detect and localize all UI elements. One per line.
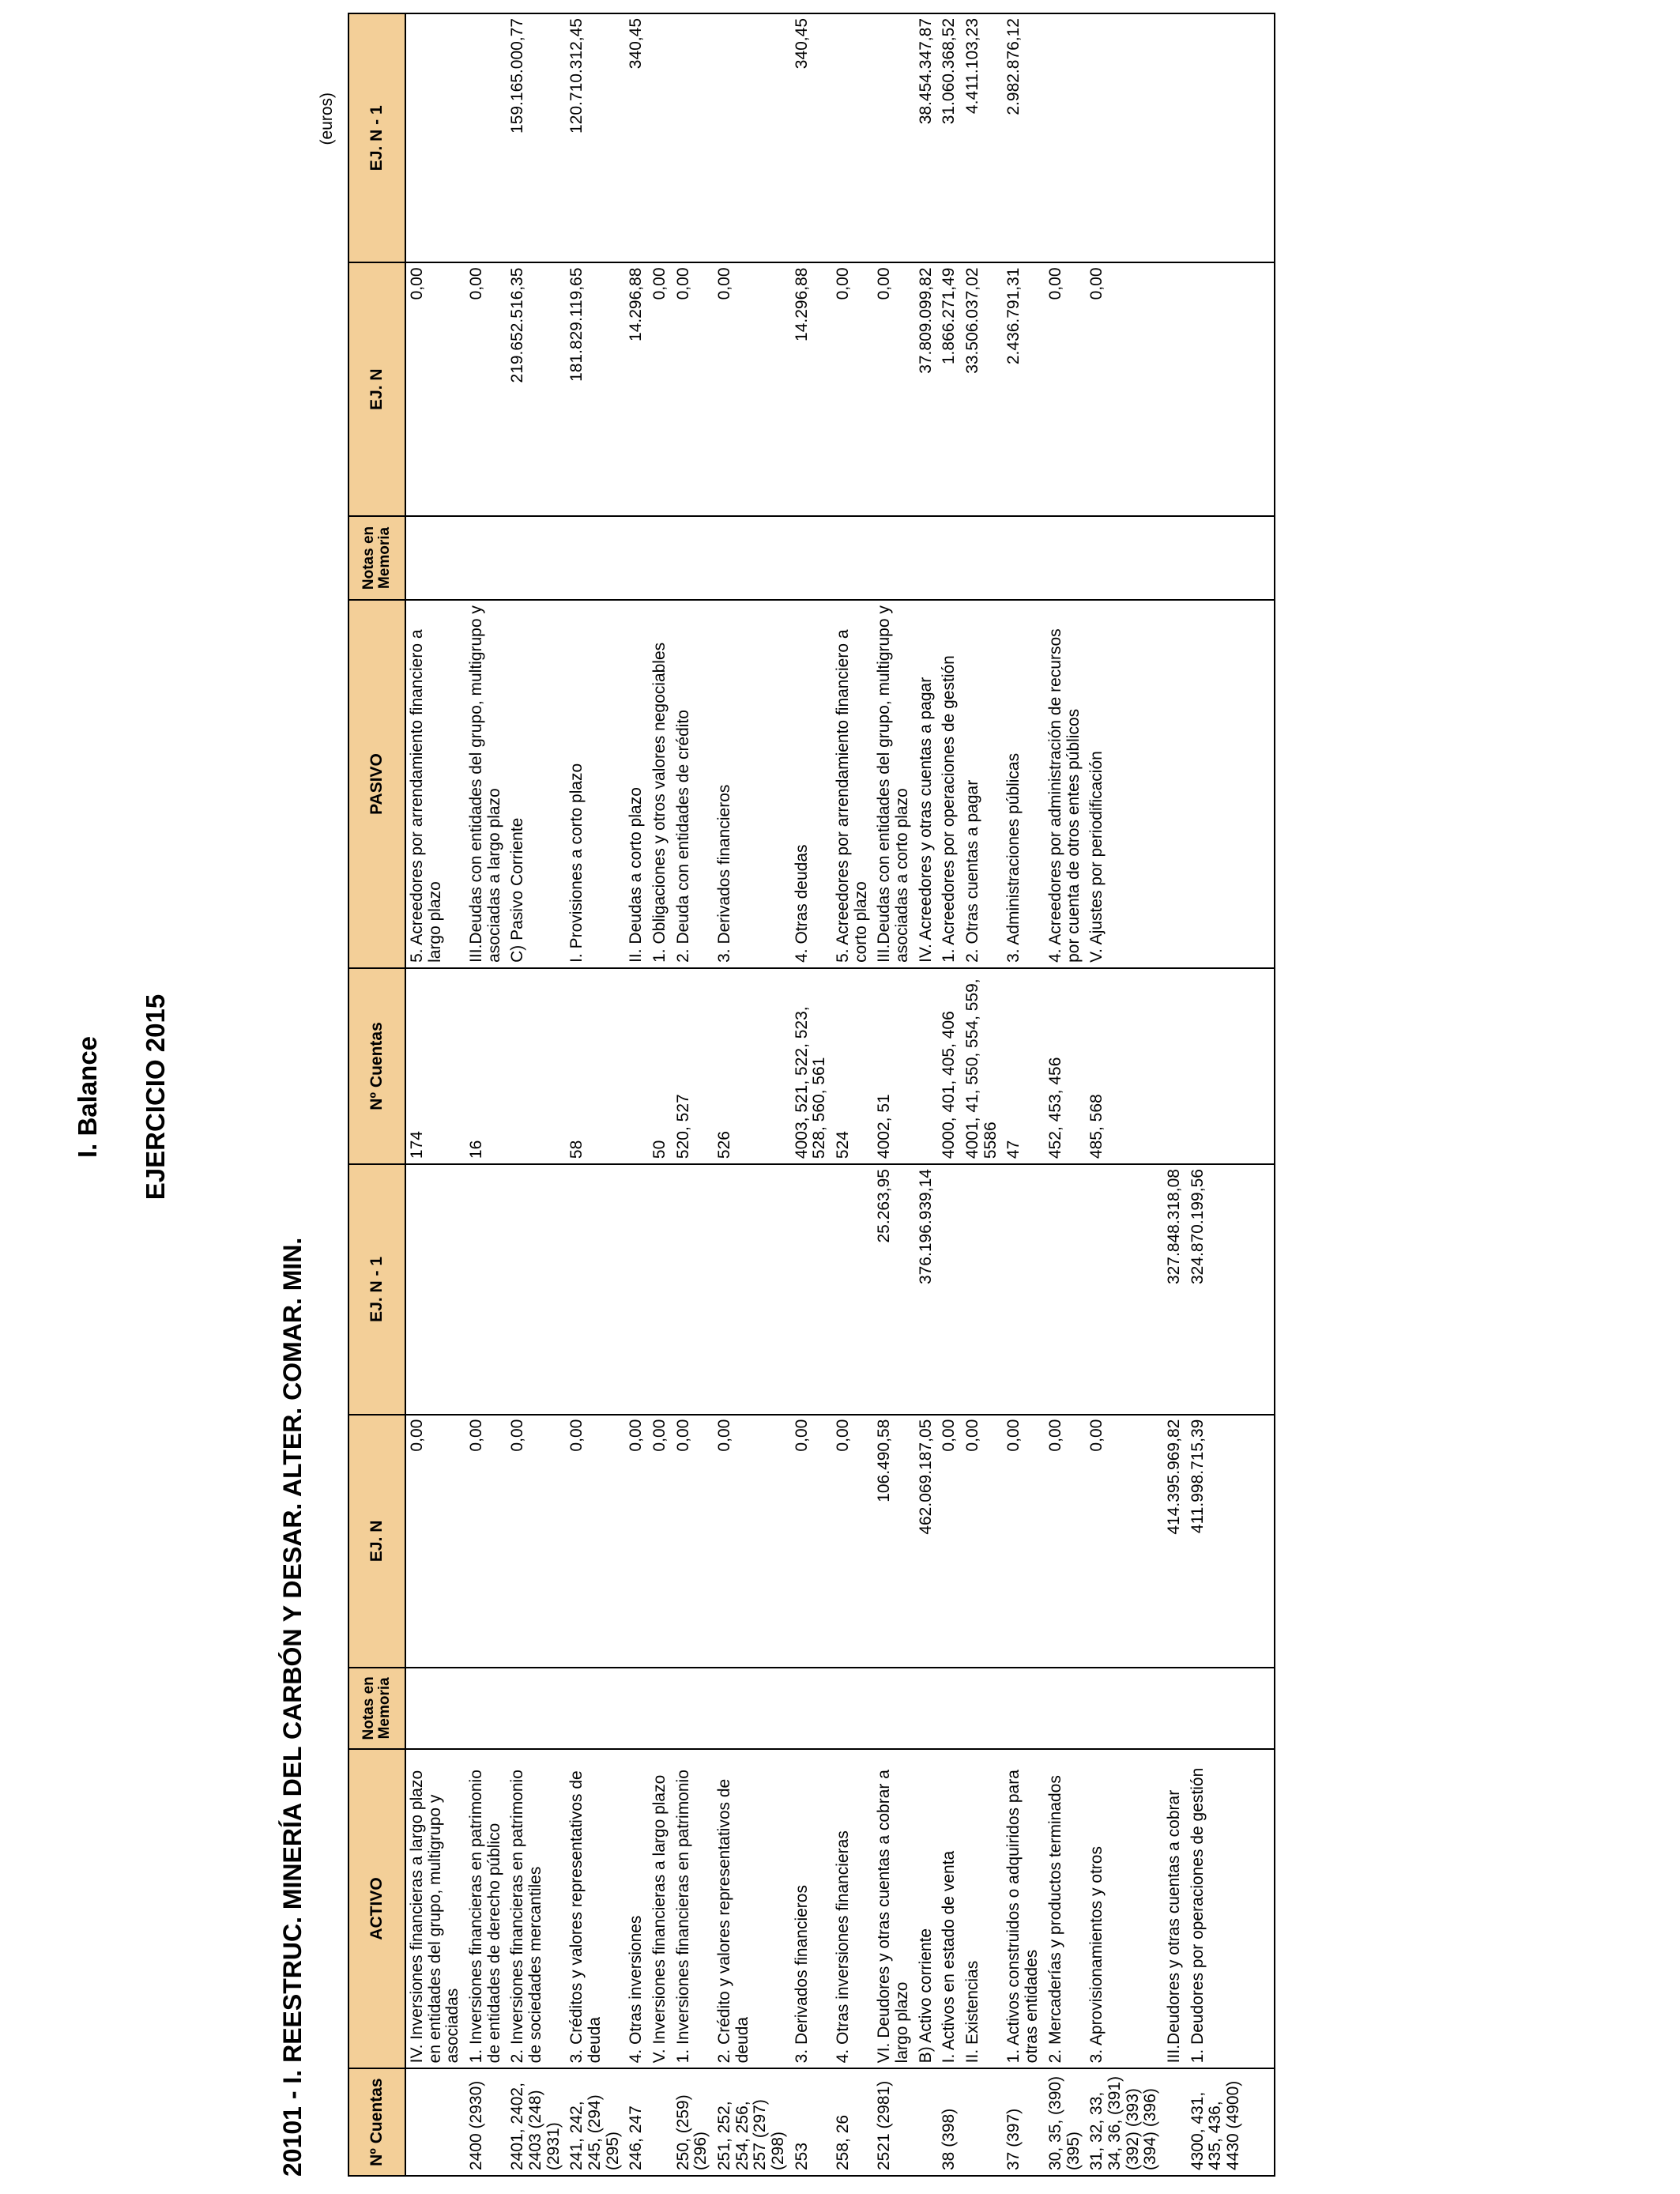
pasivo-ejn1-cell: 2.982.876,12 — [1003, 13, 1044, 263]
activo-concepto-cell: IV. Inversiones financieras a largo plazo en entidades del grupo, multigrupo y asociadas — [405, 1749, 465, 2069]
pasivo-ejn-cell: 0,00 — [714, 263, 791, 516]
pasivo-concepto-cell: 1. Acreedores por operaciones de gestión — [938, 600, 962, 968]
activo-notas-cell — [1086, 1668, 1163, 1749]
document-subtitle: EJERCICIO 2015 — [141, 993, 170, 1201]
pasivo-cuentas-cell — [1163, 968, 1187, 1164]
pasivo-ejn-cell: 0,00 — [832, 263, 873, 516]
activo-ejn1-cell — [625, 1164, 649, 1415]
activo-ejn1-cell: 25.263,95 — [873, 1164, 914, 1415]
activo-ejn1-cell: 327.848.318,08 — [1163, 1164, 1187, 1415]
activo-ejn-cell: 0,00 — [625, 1415, 649, 1668]
activo-ejn1-cell — [1086, 1164, 1163, 1415]
pasivo-concepto-cell: I. Provisiones a corto plazo — [566, 600, 625, 968]
activo-ejn-cell: 0,00 — [566, 1415, 625, 1668]
pasivo-ejn1-cell — [1187, 13, 1246, 263]
pasivo-concepto-cell: 3. Derivados financieros — [714, 600, 791, 968]
activo-concepto-cell: B) Activo corriente — [915, 1749, 939, 2069]
activo-ejn1-cell — [962, 1164, 1003, 1415]
activo-ejn-cell: 0,00 — [791, 1415, 832, 1668]
activo-notas-cell — [625, 1668, 649, 1749]
pasivo-cuentas-cell: 4000, 401, 405, 406 — [938, 968, 962, 1164]
table-row — [873, 13, 914, 2176]
activo-concepto-cell: III.Deudores y otras cuentas a cobrar — [1163, 1749, 1187, 2069]
table-row — [1003, 13, 1044, 2176]
activo-concepto-cell: 4. Otras inversiones financieras — [832, 1749, 873, 2069]
pasivo-ejn-cell: 0,00 — [1045, 263, 1086, 516]
activo-notas-cell — [566, 1668, 625, 1749]
activo-notas-cell — [938, 1668, 962, 1749]
pasivo-notas-cell — [1003, 516, 1044, 600]
activo-ejn1-cell — [507, 1164, 566, 1415]
pasivo-concepto-cell: 1. Obligaciones y otros valores negociables — [649, 600, 672, 968]
activo-ejn-cell: 0,00 — [507, 1415, 566, 1668]
pasivo-notas-cell — [714, 516, 791, 600]
pasivo-ejn-cell: 37.809.099,82 — [915, 263, 939, 516]
pasivo-cuentas-cell: 16 — [465, 968, 507, 1164]
pasivo-cuentas-cell — [507, 968, 566, 1164]
activo-notas-cell — [832, 1668, 873, 1749]
pasivo-notas-cell — [962, 516, 1003, 600]
activo-notas-cell — [1187, 1668, 1246, 1749]
activo-ejn1-cell — [405, 1164, 465, 1415]
header-pasivo-cuentas: Nº Cuentas — [348, 968, 405, 1164]
activo-notas-cell — [672, 1668, 714, 1749]
activo-cuentas-cell — [962, 2068, 1003, 2176]
pasivo-notas-cell — [873, 516, 914, 600]
pasivo-notas-cell — [938, 516, 962, 600]
activo-ejn-cell: 0,00 — [1003, 1415, 1044, 1668]
pasivo-ejn1-cell: 4.411.103,23 — [962, 13, 1003, 263]
table-row — [962, 13, 1003, 2176]
pasivo-notas-cell — [832, 516, 873, 600]
table-row — [672, 13, 714, 2176]
pasivo-concepto-cell: 5. Acreedores por arrendamiento financiero a largo plazo — [405, 600, 465, 968]
pasivo-ejn1-cell — [405, 13, 465, 263]
pasivo-notas-cell — [1086, 516, 1163, 600]
pasivo-notas-cell — [465, 516, 507, 600]
activo-notas-cell — [649, 1668, 672, 1749]
activo-ejn-cell: 0,00 — [714, 1415, 791, 1668]
pasivo-ejn-cell: 0,00 — [649, 263, 672, 516]
activo-notas-cell — [405, 1668, 465, 1749]
pasivo-concepto-cell: II. Deudas a corto plazo — [625, 600, 649, 968]
pasivo-notas-cell — [649, 516, 672, 600]
pasivo-cuentas-cell: 524 — [832, 968, 873, 1164]
table-row — [915, 13, 939, 2176]
table-row — [938, 13, 962, 2176]
pasivo-ejn1-cell: 159.165.000,77 — [507, 13, 566, 263]
activo-ejn-cell: 0,00 — [465, 1415, 507, 1668]
pasivo-ejn1-cell — [1086, 13, 1163, 263]
table-row — [1045, 13, 1086, 2176]
activo-concepto-cell: 1. Activos construidos o adquiridos para otras entidades — [1003, 1749, 1044, 2069]
header-activo: ACTIVO — [348, 1749, 405, 2069]
pasivo-ejn1-cell — [873, 13, 914, 263]
header-activo-ejn: EJ. N — [348, 1415, 405, 1668]
activo-concepto-cell: 1. Deudores por operaciones de gestión — [1187, 1749, 1246, 2069]
activo-ejn1-cell — [1003, 1164, 1044, 1415]
pasivo-ejn1-cell — [714, 13, 791, 263]
activo-notas-cell — [1003, 1668, 1044, 1749]
activo-notas-cell — [915, 1668, 939, 1749]
pasivo-concepto-cell: V. Ajustes por periodificación — [1086, 600, 1163, 968]
activo-ejn-cell: 0,00 — [1086, 1415, 1163, 1668]
currency-label: (euros) — [318, 92, 336, 145]
table-row — [714, 13, 791, 2176]
activo-concepto-cell: 3. Aprovisionamientos y otros — [1086, 1749, 1163, 2069]
pasivo-cuentas-cell — [1187, 968, 1246, 1164]
activo-ejn1-cell — [465, 1164, 507, 1415]
header-pasivo-notas: Notas en Memoria — [348, 516, 405, 600]
activo-cuentas-cell — [405, 2068, 465, 2176]
pasivo-ejn-cell: 0,00 — [873, 263, 914, 516]
activo-cuentas-cell: 258, 26 — [832, 2068, 873, 2176]
document-title: I. Balance — [73, 1035, 102, 1159]
activo-concepto-cell: 3. Créditos y valores representativos de deuda — [566, 1749, 625, 2069]
pasivo-ejn-cell: 0,00 — [465, 263, 507, 516]
pasivo-ejn-cell — [1187, 263, 1246, 516]
header-pasivo: PASIVO — [348, 600, 405, 968]
table-row — [405, 13, 465, 2176]
pasivo-ejn-cell: 14.296,88 — [791, 263, 832, 516]
pasivo-ejn1-cell: 340,45 — [625, 13, 649, 263]
activo-concepto-cell: 3. Derivados financieros — [791, 1749, 832, 2069]
activo-ejn-cell: 106.490,58 — [873, 1415, 914, 1668]
activo-concepto-cell: 2. Crédito y valores representativos de deuda — [714, 1749, 791, 2069]
activo-concepto-cell: I. Activos en estado de venta — [938, 1749, 962, 2069]
pasivo-notas-cell — [1045, 516, 1086, 600]
activo-notas-cell — [507, 1668, 566, 1749]
entity-title: 20101 - I. REESTRUC. MINERÍA DEL CARBÓN Y DESAR. ALTER. COMAR. MIN. — [278, 1237, 307, 2177]
pasivo-concepto-cell: 4. Acreedores por administración de recursos por cuenta de otros entes públicos — [1045, 600, 1086, 968]
activo-cuentas-cell: 253 — [791, 2068, 832, 2176]
pasivo-notas-cell — [1163, 516, 1187, 600]
pasivo-ejn-cell: 0,00 — [405, 263, 465, 516]
activo-ejn-cell: 0,00 — [672, 1415, 714, 1668]
activo-cuentas-cell: 241, 242, 245, (294) (295) — [566, 2068, 625, 2176]
pasivo-ejn-cell: 0,00 — [672, 263, 714, 516]
activo-concepto-cell: 2. Mercaderías y productos terminados — [1045, 1749, 1086, 2069]
activo-ejn1-cell — [714, 1164, 791, 1415]
activo-ejn-cell: 0,00 — [962, 1415, 1003, 1668]
pasivo-ejn1-cell: 340,45 — [791, 13, 832, 263]
pasivo-ejn-cell: 2.436.791,31 — [1003, 263, 1044, 516]
activo-ejn1-cell — [791, 1164, 832, 1415]
activo-notas-cell — [1163, 1668, 1187, 1749]
activo-cuentas-cell: 4300, 431, 435, 436, 4430 (4900) — [1187, 2068, 1246, 2176]
spacer-cell — [1246, 2068, 1275, 2176]
activo-ejn-cell: 0,00 — [405, 1415, 465, 1668]
activo-ejn1-cell — [1045, 1164, 1086, 1415]
pasivo-cuentas-cell: 4002, 51 — [873, 968, 914, 1164]
table-row — [649, 13, 672, 2176]
pasivo-concepto-cell — [1187, 600, 1246, 968]
spacer-cell — [1246, 13, 1275, 263]
table-row — [566, 13, 625, 2176]
activo-concepto-cell: VI. Deudores y otras cuentas a cobrar a largo plazo — [873, 1749, 914, 2069]
pasivo-notas-cell — [566, 516, 625, 600]
activo-cuentas-cell — [915, 2068, 939, 2176]
activo-ejn-cell: 0,00 — [938, 1415, 962, 1668]
activo-notas-cell — [791, 1668, 832, 1749]
spacer-cell — [1246, 516, 1275, 600]
spacer-cell — [1246, 1415, 1275, 1668]
activo-cuentas-cell: 2401, 2402, 2403 (248) (2931) — [507, 2068, 566, 2176]
pasivo-cuentas-cell: 526 — [714, 968, 791, 1164]
pasivo-ejn1-cell — [465, 13, 507, 263]
pasivo-cuentas-cell: 4003, 521, 522, 523, 528, 560, 561 — [791, 968, 832, 1164]
activo-ejn-cell: 0,00 — [1045, 1415, 1086, 1668]
activo-ejn-cell: 411.998.715,39 — [1187, 1415, 1246, 1668]
activo-ejn1-cell — [938, 1164, 962, 1415]
activo-concepto-cell: II. Existencias — [962, 1749, 1003, 2069]
table-row-spacer — [1246, 13, 1275, 2176]
pasivo-notas-cell — [672, 516, 714, 600]
activo-concepto-cell: V. Inversiones financieras a largo plazo — [649, 1749, 672, 2069]
pasivo-ejn1-cell — [1163, 13, 1187, 263]
header-pasivo-ejn1: EJ. N - 1 — [348, 13, 405, 263]
pasivo-notas-cell — [1187, 516, 1246, 600]
activo-ejn1-cell — [566, 1164, 625, 1415]
pasivo-cuentas-cell: 47 — [1003, 968, 1044, 1164]
pasivo-ejn1-cell — [672, 13, 714, 263]
pasivo-cuentas-cell: 174 — [405, 968, 465, 1164]
pasivo-ejn1-cell: 31.060.368,52 — [938, 13, 962, 263]
activo-cuentas-cell: 246, 247 — [625, 2068, 649, 2176]
table-row — [1187, 13, 1246, 2176]
header-row — [348, 13, 405, 2176]
table-row — [1086, 13, 1163, 2176]
pasivo-ejn1-cell — [649, 13, 672, 263]
activo-concepto-cell: 1. Inversiones financieras en patrimonio — [672, 1749, 714, 2069]
pasivo-cuentas-cell — [915, 968, 939, 1164]
activo-ejn1-cell — [832, 1164, 873, 1415]
pasivo-ejn-cell — [1163, 263, 1187, 516]
activo-ejn-cell: 0,00 — [649, 1415, 672, 1668]
spacer-cell — [1246, 1749, 1275, 2069]
spacer-cell — [1246, 1164, 1275, 1415]
pasivo-notas-cell — [507, 516, 566, 600]
pasivo-notas-cell — [915, 516, 939, 600]
activo-cuentas-cell: 251, 252, 254, 256, 257 (297) (298) — [714, 2068, 791, 2176]
activo-concepto-cell: 1. Inversiones financieras en patrimonio de entidades de derecho público — [465, 1749, 507, 2069]
activo-ejn-cell: 462.069.187,05 — [915, 1415, 939, 1668]
activo-ejn1-cell — [649, 1164, 672, 1415]
activo-notas-cell — [465, 1668, 507, 1749]
activo-cuentas-cell — [1163, 2068, 1187, 2176]
pasivo-ejn1-cell — [1045, 13, 1086, 263]
pasivo-concepto-cell: III.Deudas con entidades del grupo, multigrupo y asociadas a largo plazo — [465, 600, 507, 968]
pasivo-cuentas-cell: 4001, 41, 550, 554, 559, 5586 — [962, 968, 1003, 1164]
table-row — [465, 13, 507, 2176]
pasivo-concepto-cell: III.Deudas con entidades del grupo, multigrupo y asociadas a corto plazo — [873, 600, 914, 968]
spacer-cell — [1246, 600, 1275, 968]
pasivo-notas-cell — [625, 516, 649, 600]
spacer-cell — [1246, 263, 1275, 516]
activo-notas-cell — [873, 1668, 914, 1749]
pasivo-concepto-cell: IV. Acreedores y otras cuentas a pagar — [915, 600, 939, 968]
pasivo-concepto-cell: 3. Administraciones públicas — [1003, 600, 1044, 968]
table-row — [791, 13, 832, 2176]
pasivo-ejn-cell: 14.296,88 — [625, 263, 649, 516]
activo-cuentas-cell: 38 (398) — [938, 2068, 962, 2176]
pasivo-concepto-cell: 2. Otras cuentas a pagar — [962, 600, 1003, 968]
activo-cuentas-cell: 2400 (2930) — [465, 2068, 507, 2176]
pasivo-cuentas-cell — [625, 968, 649, 1164]
pasivo-ejn1-cell — [832, 13, 873, 263]
activo-cuentas-cell: 31, 32, 33, 34, 36, (391) (392) (393) (394) (396) — [1086, 2068, 1163, 2176]
activo-cuentas-cell: 250, (259) (296) — [672, 2068, 714, 2176]
pasivo-ejn-cell: 0,00 — [1086, 263, 1163, 516]
pasivo-ejn1-cell: 120.710.312,45 — [566, 13, 625, 263]
pasivo-concepto-cell: 5. Acreedores por arrendamiento financiero a corto plazo — [832, 600, 873, 968]
activo-ejn1-cell: 376.196.939,14 — [915, 1164, 939, 1415]
activo-notas-cell — [962, 1668, 1003, 1749]
header-activo-cuentas: Nº Cuentas — [348, 2068, 405, 2176]
activo-notas-cell — [1045, 1668, 1086, 1749]
table-row — [832, 13, 873, 2176]
pasivo-concepto-cell: C) Pasivo Corriente — [507, 600, 566, 968]
pasivo-ejn-cell: 181.829.119,65 — [566, 263, 625, 516]
activo-cuentas-cell: 37 (397) — [1003, 2068, 1044, 2176]
activo-ejn1-cell — [672, 1164, 714, 1415]
header-pasivo-ejn: EJ. N — [348, 263, 405, 516]
header-activo-ejn1: EJ. N - 1 — [348, 1164, 405, 1415]
pasivo-cuentas-cell: 50 — [649, 968, 672, 1164]
pasivo-cuentas-cell: 452, 453, 456 — [1045, 968, 1086, 1164]
balance-table-body — [405, 13, 1275, 2176]
activo-cuentas-cell — [649, 2068, 672, 2176]
activo-ejn-cell: 414.395.969,82 — [1163, 1415, 1187, 1668]
pasivo-notas-cell — [791, 516, 832, 600]
activo-ejn1-cell: 324.870.199,56 — [1187, 1164, 1246, 1415]
activo-ejn-cell: 0,00 — [832, 1415, 873, 1668]
header-activo-notas: Notas en Memoria — [348, 1668, 405, 1749]
activo-concepto-cell: 2. Inversiones financieras en patrimonio de sociedades mercantiles — [507, 1749, 566, 2069]
pasivo-cuentas-cell: 485, 568 — [1086, 968, 1163, 1164]
pasivo-cuentas-cell: 58 — [566, 968, 625, 1164]
pasivo-concepto-cell: 4. Otras deudas — [791, 600, 832, 968]
activo-cuentas-cell: 2521 (2981) — [873, 2068, 914, 2176]
spacer-cell — [1246, 1668, 1275, 1749]
activo-cuentas-cell: 30, 35, (390) (395) — [1045, 2068, 1086, 2176]
pasivo-concepto-cell — [1163, 600, 1187, 968]
pasivo-notas-cell — [405, 516, 465, 600]
pasivo-cuentas-cell: 520, 527 — [672, 968, 714, 1164]
pasivo-ejn-cell: 1.866.271,49 — [938, 263, 962, 516]
pasivo-ejn-cell: 219.652.516,35 — [507, 263, 566, 516]
pasivo-ejn1-cell: 38.454.347,87 — [915, 13, 939, 263]
balance-table — [348, 13, 1275, 2177]
table-row — [1163, 13, 1187, 2176]
pasivo-ejn-cell: 33.506.037,02 — [962, 263, 1003, 516]
table-row — [507, 13, 566, 2176]
activo-notas-cell — [714, 1668, 791, 1749]
table-row — [625, 13, 649, 2176]
activo-concepto-cell: 4. Otras inversiones — [625, 1749, 649, 2069]
spacer-cell — [1246, 968, 1275, 1164]
pasivo-concepto-cell: 2. Deuda con entidades de crédito — [672, 600, 714, 968]
